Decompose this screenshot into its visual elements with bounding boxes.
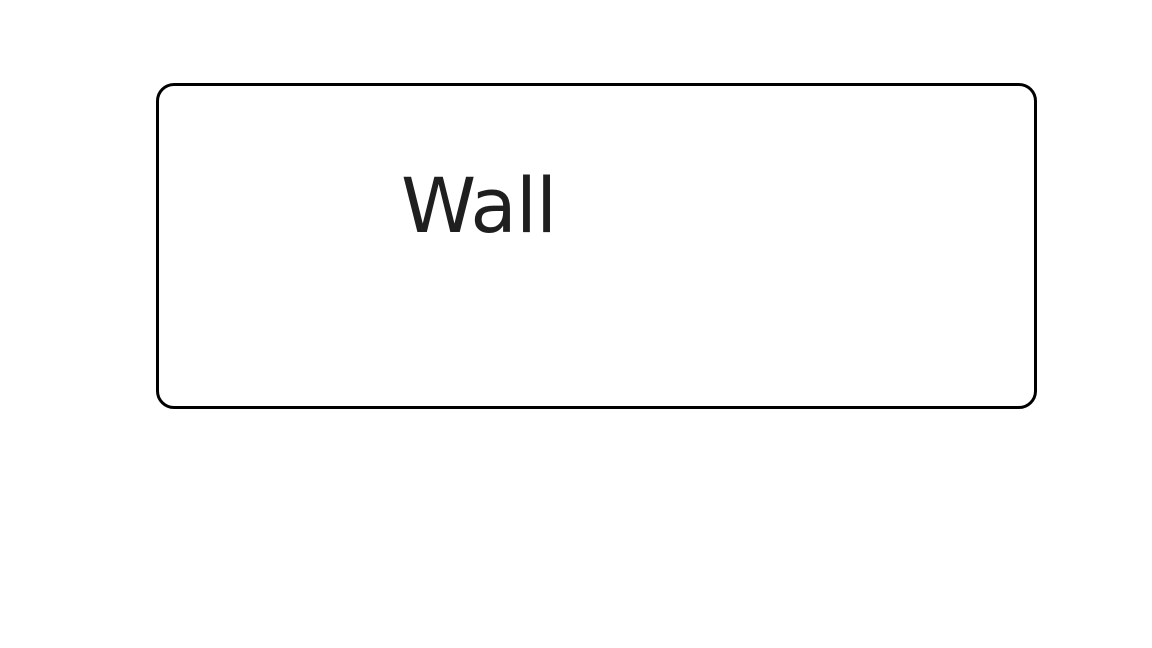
wall-box[interactable] <box>156 83 1037 409</box>
wall-label: Wall <box>401 161 557 250</box>
